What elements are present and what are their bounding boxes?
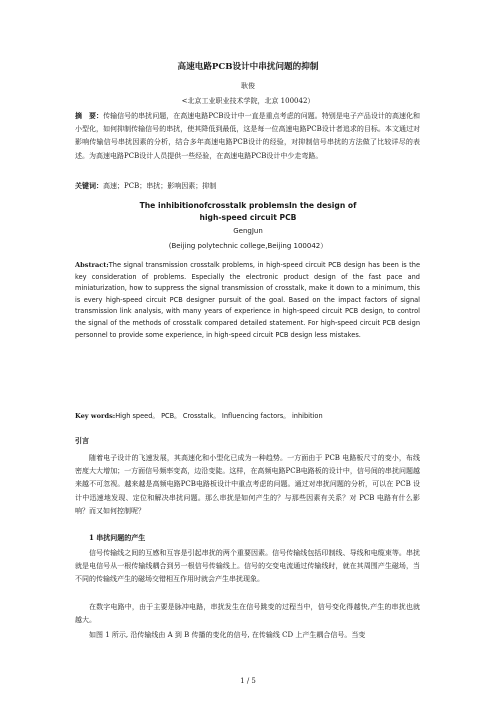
author-cn: 耿俊 [241,82,255,90]
paragraph-1c: 如图 1 所示, 沿传输线由 A 到 B 传播的变化的信号, 在传输线 CD 上产生耦合信号。当变 [89,631,366,639]
title-en-line1: The inhibitionofcrosstalk problemsIn the design of [139,201,357,210]
paragraph-intro: 随着电子设计的飞速发展，其高速化和小型化已成为一种趋势。一方面由于 PCB 电路板尺寸的变小，布线密度大大增加；一方面信号频率变高，边沿变陡。这样，在高频电路PCB电路板的设计中，信号间的串扰问题越来越不可忽视。越来越是高频电路PCB电路板设计中重点考虑的问题。通过对串扰问题的分析，可以在 PCB 设计中迅速地发现、定位和解决串扰问题。那么串扰是如何产生的？与那些因素有关系？对 PCB 电路有什么影响？而又如何控制呢？ [75,454,420,515]
keywords-en-text: High speed。 PCB。 Crosstalk。 Influencing factors。 inhibition [115,412,323,420]
keywords-cn [75,181,420,191]
section-heading-intro: 引言 [75,436,89,445]
abstract-en-label: Abstract: [75,261,109,269]
paper-title-en [0,200,496,223]
keywords-cn-text: 高速；PCB；串扰；影响因素；抑制 [103,182,217,190]
abstract-cn-label: 摘 要： [75,111,104,120]
paragraph-1b: 在数字电路中，由于主要是脉冲电路，串扰发生在信号跳变的过程当中，信号变化得越快,产生的串扰也就越大。 [75,603,420,625]
keywords-cn-label: 关键词： [75,181,103,190]
keywords-en [75,410,420,420]
abstract-cn [75,109,420,163]
abstract-en [75,260,420,341]
affiliation-cn: <北京工业职业技术学院，北京 100042） [181,97,315,105]
title-en-line2: high-speed circuit PCB [199,212,297,222]
abstract-en-text: The signal transmission crosstalk problems, in high-speed circuit PCB design has been is the key consideration of problems. Especially the electronic product design of the fast pace and miniaturization, how to suppress the signal transmission of crosstalk, make it down to a minimum, this is every high-speed circuit PCB designer pursuit of the goal. Based on the impact factors of signal transmission link analysis, with many years of experience in high-speed circuit PCB design, to control the signal of the methods of crosstalk compared detailed statement. For high-speed circuit PCB design personnel to provide some experience, in high-speed circuit PCB design less mistakes. [75,261,420,339]
section-heading-1: 1 串扰问题的产生 [89,533,146,542]
abstract-cn-text: 传输信号的串扰问题，在高速电路PCB设计中一直是重点考虑的问题。特别是电子产品设计的高速化和小型化，如何抑制传输信号的串扰，使其降低到最低，这是每一位高速电路PCB设计者追求的目标。本文通过对影响传输信号串扰因素的分析，结合多年高速电路PCB设计的经验，对抑制信号串扰的方法做了比较详尽的表述。为高速电路PCB设计人员提供一些经验，在高速电路PCB设计中少走弯路。 [75,112,421,160]
keywords-en-label: Key words: [75,412,116,420]
paper-title-cn: 高速电路PCB设计中串扰问题的抑制 [177,62,319,72]
page-number: 1 / 5 [240,677,256,685]
affiliation-en: (Beijing polytechnic college,Beijing 100042） [168,242,328,250]
paragraph-1a: 信号传输线之间的互感和互容是引起串扰的两个重要因素。信号传输线包括印制线、导线和电缆束等。串扰就是电信号从一根传输线耦合到另一根信号传输线上。信号的交变电流通过传输线时，就在其周围产生磁场，当不同的传输线产生的磁场交错相互作用时就会产生串扰现象。 [75,549,420,584]
author-en: GengJun [233,227,263,235]
